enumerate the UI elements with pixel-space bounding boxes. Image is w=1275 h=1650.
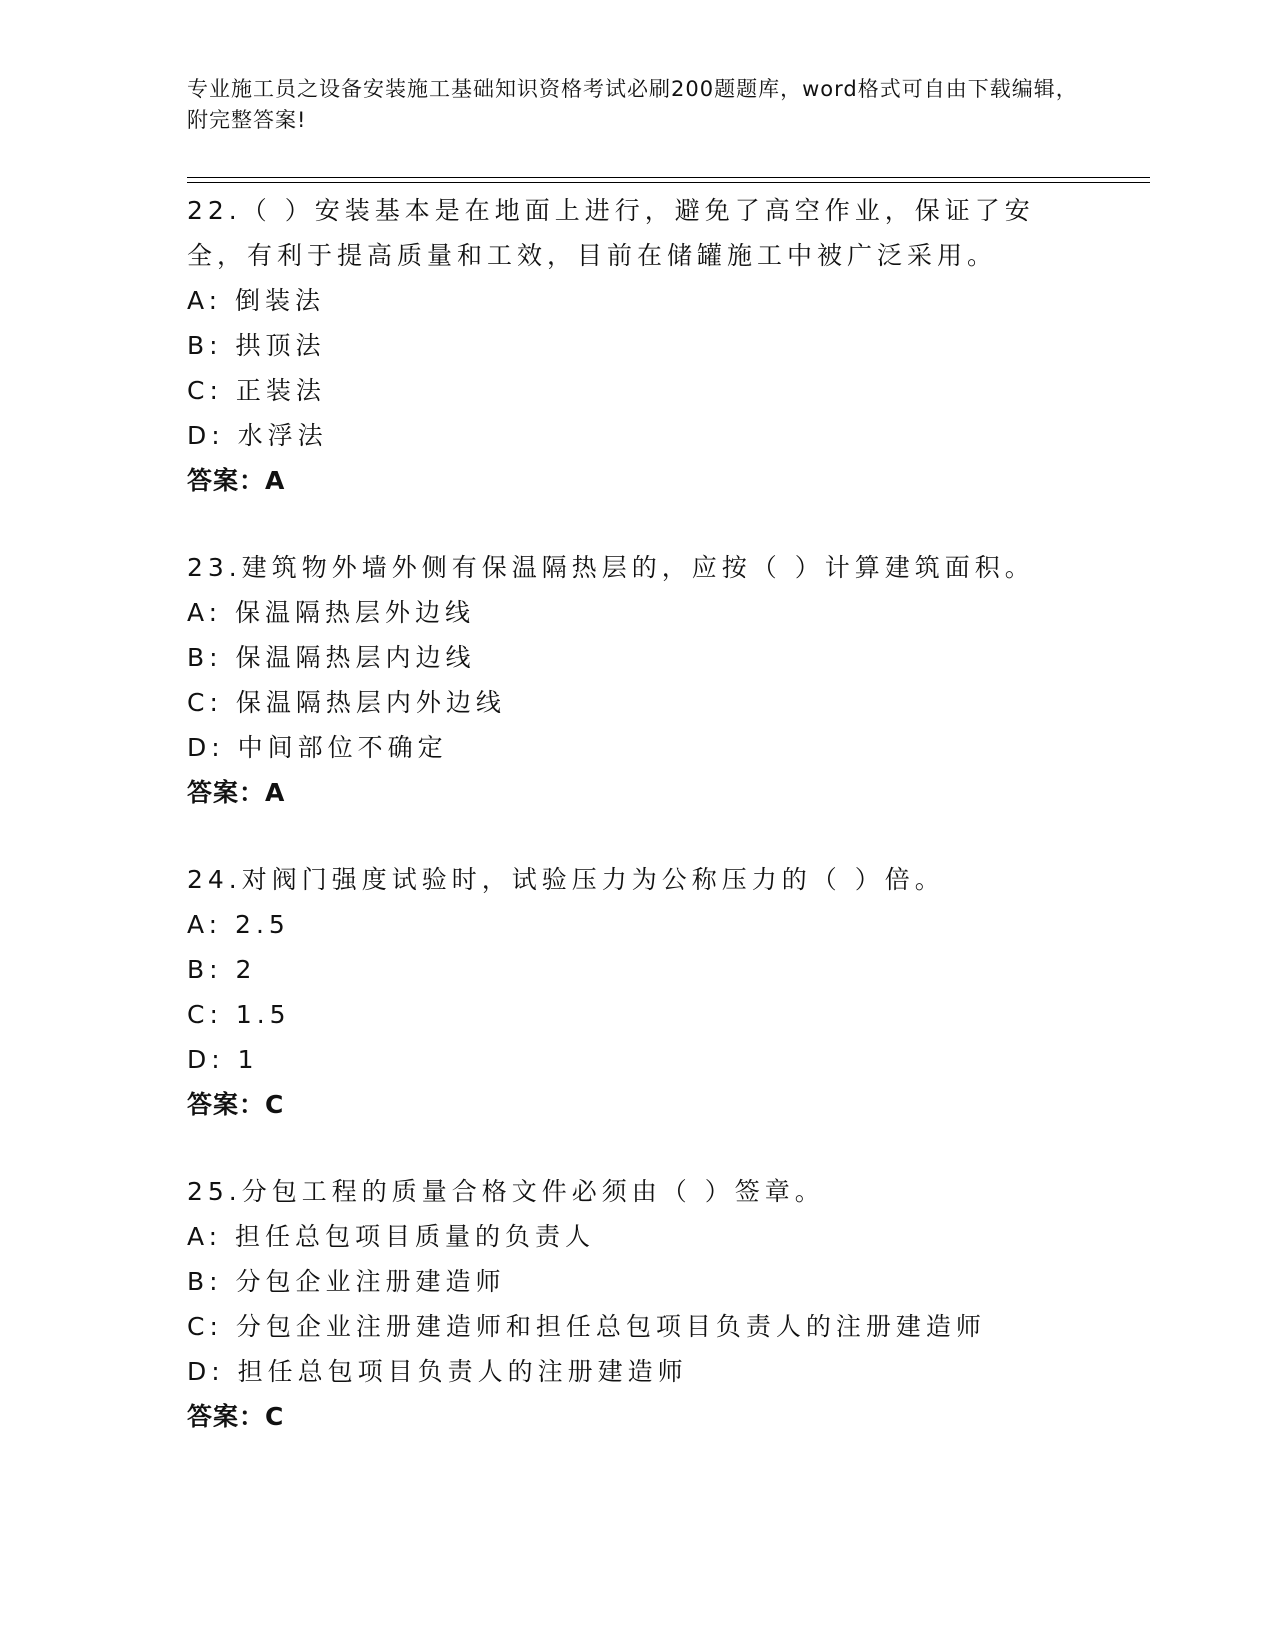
option-b: B: 分包企业注册建造师: [187, 1267, 506, 1296]
question-text: 23.建筑物外墙外侧有保温隔热层的，应按（ ）计算建筑面积。: [187, 553, 1035, 582]
answer: 答案：C: [187, 1402, 285, 1431]
option-d: D: 中间部位不确定: [187, 733, 448, 762]
question-text: 25.分包工程的质量合格文件必须由（ ）签章。: [187, 1177, 825, 1206]
question-24: [187, 857, 1087, 1127]
answer: 答案：C: [187, 1090, 285, 1119]
option-c: C: 1.5: [187, 1000, 291, 1029]
option-c: C: 分包企业注册建造师和担任总包项目负责人的注册建造师: [187, 1312, 986, 1341]
question-text: 22.（ ）安装基本是在地面上进行，避免了高空作业，保证了安全，有利于提高质量和工效，目前在储罐施工中被广泛采用。: [187, 196, 1035, 270]
header-divider-top: [187, 177, 1150, 178]
option-a: A: 倒装法: [187, 286, 326, 315]
question-23: [187, 545, 1087, 815]
option-a: A: 保温隔热层外边线: [187, 598, 476, 627]
document-header: 专业施工员之设备安装施工基础知识资格考试必刷200题题库，word格式可自由下载编辑，附完整答案!: [187, 77, 1078, 132]
option-a: A: 2.5: [187, 910, 290, 939]
question-22: [187, 188, 1087, 503]
answer: 答案：A: [187, 466, 286, 495]
option-d: D: 担任总包项目负责人的注册建造师: [187, 1357, 688, 1386]
question-25: [187, 1169, 1087, 1439]
header-divider-bottom: [187, 182, 1150, 183]
question-list: [187, 188, 1087, 1481]
option-b: B: 2: [187, 955, 257, 984]
answer: 答案：A: [187, 778, 286, 807]
option-b: B: 拱顶法: [187, 331, 326, 360]
option-b: B: 保温隔热层内边线: [187, 643, 476, 672]
option-c: C: 保温隔热层内外边线: [187, 688, 506, 717]
option-a: A: 担任总包项目质量的负责人: [187, 1222, 596, 1251]
question-text: 24.对阀门强度试验时，试验压力为公称压力的（ ）倍。: [187, 865, 945, 894]
option-d: D: 1: [187, 1045, 259, 1074]
option-d: D: 水浮法: [187, 421, 328, 450]
option-c: C: 正装法: [187, 376, 326, 405]
